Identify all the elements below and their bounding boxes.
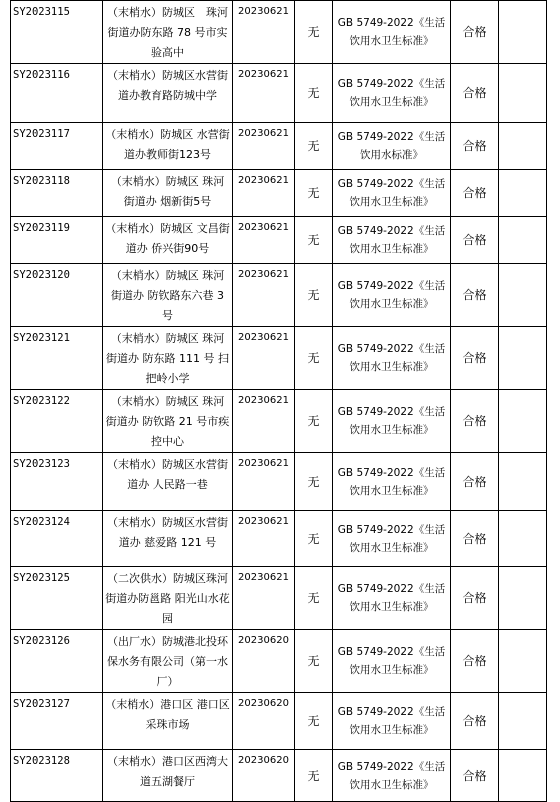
- sampling-location: （末梢水）防城区水营街道办 慈爱路 121 号: [103, 511, 233, 567]
- sampling-location: （末梢水）防城区 珠河 街道办 防钦路 21 号市疾控中心: [103, 390, 233, 453]
- sample-id: SY2023115: [11, 1, 103, 64]
- empty-cell: [499, 390, 547, 453]
- table-row: [11, 1, 547, 64]
- sampling-date: 20230621: [233, 217, 295, 264]
- results-table: [10, 0, 547, 802]
- conclusion: 合格: [451, 217, 499, 264]
- conclusion: 合格: [451, 123, 499, 170]
- table-row: [11, 170, 547, 217]
- empty-cell: [499, 750, 547, 802]
- sample-id: SY2023121: [11, 327, 103, 390]
- table-row: [11, 453, 547, 511]
- test-result: 无: [295, 630, 333, 693]
- sampling-date: 20230620: [233, 750, 295, 802]
- sampling-date: 20230620: [233, 693, 295, 750]
- table-row: [11, 327, 547, 390]
- sampling-location: （出厂水）防城港北投环保水务有限公司（第一水厂）: [103, 630, 233, 693]
- standard: GB 5749-2022《生活饮用水卫生标准》: [333, 453, 451, 511]
- test-result: 无: [295, 123, 333, 170]
- standard: GB 5749-2022《生活饮用水卫生标准》: [333, 511, 451, 567]
- sampling-date: 20230621: [233, 390, 295, 453]
- sampling-location: （末梢水）港口区 港口区采珠市场: [103, 693, 233, 750]
- test-result: 无: [295, 750, 333, 802]
- sampling-location: （末梢水）防城区水营街道办教育路防城中学: [103, 64, 233, 123]
- table-row: [11, 567, 547, 630]
- conclusion: 合格: [451, 453, 499, 511]
- table-row: [11, 390, 547, 453]
- sample-id: SY2023122: [11, 390, 103, 453]
- sample-id: SY2023116: [11, 64, 103, 123]
- test-result: 无: [295, 64, 333, 123]
- conclusion: 合格: [451, 567, 499, 630]
- conclusion: 合格: [451, 327, 499, 390]
- sample-id: SY2023118: [11, 170, 103, 217]
- sampling-location: （末梢水）防城区 珠河街道办防东路 78 号市实验高中: [103, 1, 233, 64]
- sample-id: SY2023126: [11, 630, 103, 693]
- sampling-location: （末梢水）防城区 水营街道办教师街123号: [103, 123, 233, 170]
- table-row: [11, 123, 547, 170]
- sampling-date: 20230621: [233, 567, 295, 630]
- sample-id: SY2023119: [11, 217, 103, 264]
- standard: GB 5749-2022《生活饮用水卫生标准》: [333, 217, 451, 264]
- standard: GB 5749-2022《生活饮用水卫生标准》: [333, 693, 451, 750]
- sample-id: SY2023123: [11, 453, 103, 511]
- sampling-location: （末梢水）防城区水营街道办 人民路一巷: [103, 453, 233, 511]
- table-row: [11, 750, 547, 802]
- sampling-location: （末梢水）防城区 珠河 街道办 防钦路东六巷 3 号: [103, 264, 233, 327]
- conclusion: 合格: [451, 750, 499, 802]
- test-result: 无: [295, 453, 333, 511]
- empty-cell: [499, 123, 547, 170]
- empty-cell: [499, 1, 547, 64]
- empty-cell: [499, 693, 547, 750]
- empty-cell: [499, 567, 547, 630]
- conclusion: 合格: [451, 511, 499, 567]
- sampling-location: （末梢水）防城区 珠河 街道办 防东路 111 号 扫把岭小学: [103, 327, 233, 390]
- empty-cell: [499, 327, 547, 390]
- conclusion: 合格: [451, 390, 499, 453]
- conclusion: 合格: [451, 1, 499, 64]
- standard: GB 5749-2022《生活饮用水标准》: [333, 123, 451, 170]
- table-row: [11, 64, 547, 123]
- standard: GB 5749-2022《生活饮用水卫生标准》: [333, 390, 451, 453]
- empty-cell: [499, 217, 547, 264]
- empty-cell: [499, 511, 547, 567]
- standard: GB 5749-2022《生活饮用水卫生标准》: [333, 170, 451, 217]
- sampling-date: 20230621: [233, 1, 295, 64]
- standard: GB 5749-2022《生活饮用水卫生标准》: [333, 750, 451, 802]
- sampling-date: 20230621: [233, 453, 295, 511]
- sample-id: SY2023125: [11, 567, 103, 630]
- conclusion: 合格: [451, 693, 499, 750]
- test-result: 无: [295, 264, 333, 327]
- sampling-location: （末梢水）港口区西湾大道五湖餐厅: [103, 750, 233, 802]
- empty-cell: [499, 453, 547, 511]
- table-row: [11, 693, 547, 750]
- test-result: 无: [295, 567, 333, 630]
- standard: GB 5749-2022《生活饮用水卫生标准》: [333, 327, 451, 390]
- empty-cell: [499, 264, 547, 327]
- table-row: [11, 264, 547, 327]
- empty-cell: [499, 170, 547, 217]
- conclusion: 合格: [451, 64, 499, 123]
- sampling-location: （末梢水）防城区 珠河 街道办 烟新街5号: [103, 170, 233, 217]
- test-result: 无: [295, 390, 333, 453]
- test-result: 无: [295, 327, 333, 390]
- sampling-date: 20230621: [233, 170, 295, 217]
- sample-id: SY2023120: [11, 264, 103, 327]
- test-result: 无: [295, 170, 333, 217]
- sample-id: SY2023117: [11, 123, 103, 170]
- empty-cell: [499, 630, 547, 693]
- sample-id: SY2023124: [11, 511, 103, 567]
- conclusion: 合格: [451, 630, 499, 693]
- sampling-date: 20230621: [233, 327, 295, 390]
- test-result: 无: [295, 1, 333, 64]
- sampling-location: （末梢水）防城区 文昌街道办 侨兴街90号: [103, 217, 233, 264]
- sampling-date: 20230621: [233, 123, 295, 170]
- table-row: [11, 511, 547, 567]
- table-row: [11, 630, 547, 693]
- standard: GB 5749-2022《生活饮用水卫生标准》: [333, 1, 451, 64]
- table-row: [11, 217, 547, 264]
- empty-cell: [499, 64, 547, 123]
- conclusion: 合格: [451, 264, 499, 327]
- standard: GB 5749-2022《生活饮用水卫生标准》: [333, 567, 451, 630]
- standard: GB 5749-2022《生活饮用水卫生标准》: [333, 264, 451, 327]
- sample-id: SY2023128: [11, 750, 103, 802]
- sampling-date: 20230620: [233, 630, 295, 693]
- sample-id: SY2023127: [11, 693, 103, 750]
- standard: GB 5749-2022《生活饮用水卫生标准》: [333, 630, 451, 693]
- test-result: 无: [295, 217, 333, 264]
- standard: GB 5749-2022《生活饮用水卫生标准》: [333, 64, 451, 123]
- sampling-date: 20230621: [233, 264, 295, 327]
- sampling-location: （二次供水）防城区珠河街道办防邕路 阳光山水花园: [103, 567, 233, 630]
- sampling-date: 20230621: [233, 64, 295, 123]
- test-result: 无: [295, 511, 333, 567]
- test-result: 无: [295, 693, 333, 750]
- sampling-date: 20230621: [233, 511, 295, 567]
- conclusion: 合格: [451, 170, 499, 217]
